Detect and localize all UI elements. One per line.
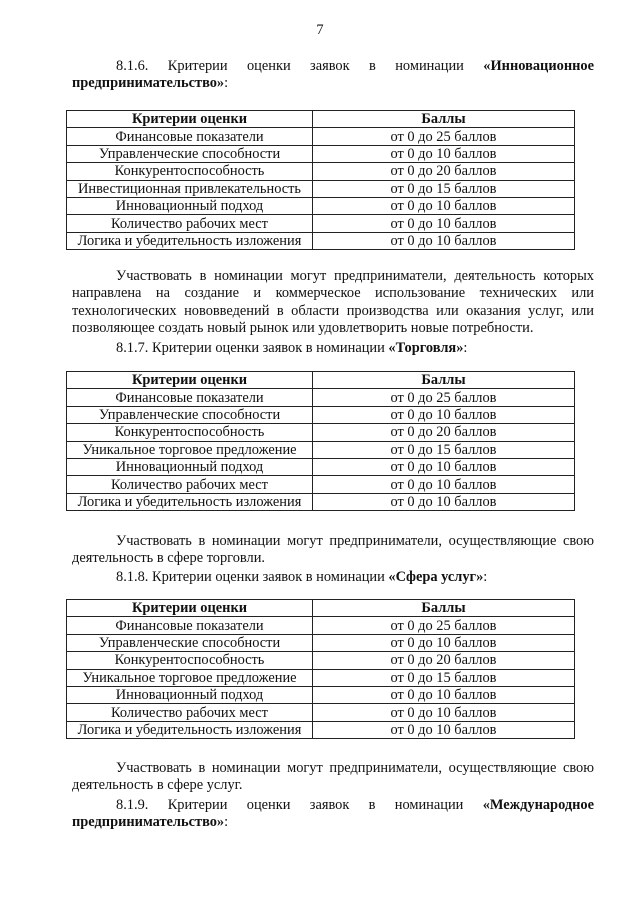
points-cell: от 0 до 25 баллов — [313, 389, 575, 406]
points-cell: от 0 до 10 баллов — [313, 215, 575, 232]
section-816-nomination: «Инновационное предпринимательство» — [72, 58, 594, 92]
criterion-cell: Инновационный подход — [67, 197, 313, 214]
section-818-lead: 8.1.8. Критерии оценки заявок в номинации — [116, 569, 389, 585]
criterion-cell: Финансовые показатели — [67, 128, 313, 145]
table-header-criteria: Критерии оценки — [67, 111, 313, 128]
table-row — [67, 493, 575, 510]
points-cell: от 0 до 20 баллов — [313, 424, 575, 441]
section-819-nomination: «Международное предпринимательство» — [72, 797, 594, 831]
section-819-heading — [72, 797, 594, 832]
paragraph-trade: Участвовать в номинации могут предприниматели, осуществляющие свою деятельность в сфере торговли. — [72, 533, 594, 567]
points-cell: от 0 до 10 баллов — [313, 476, 575, 493]
points-cell: от 0 до 10 баллов — [313, 458, 575, 475]
criterion-cell: Финансовые показатели — [67, 389, 313, 406]
criterion-cell: Количество рабочих мест — [67, 215, 313, 232]
points-cell: от 0 до 10 баллов — [313, 721, 575, 738]
table-header-row — [67, 372, 575, 389]
section-819-lead: 8.1.9. Критерии оценки заявок в номинации — [116, 797, 483, 813]
table-header-row — [67, 600, 575, 617]
table-body — [67, 389, 575, 511]
section-818-nomination: «Сфера услуг» — [388, 569, 484, 585]
criterion-cell: Конкурентоспособность — [67, 652, 313, 669]
criteria-table-innovation — [66, 110, 575, 250]
table-row — [67, 721, 575, 738]
points-cell: от 0 до 15 баллов — [313, 180, 575, 197]
points-cell: от 0 до 10 баллов — [313, 634, 575, 651]
table-header-points: Баллы — [313, 600, 575, 617]
table-header-points: Баллы — [313, 111, 575, 128]
section-816-tail: : — [224, 75, 229, 92]
table-body — [67, 128, 575, 250]
table-row — [67, 145, 575, 162]
points-cell: от 0 до 10 баллов — [313, 406, 575, 423]
table-row — [67, 704, 575, 721]
table-row — [67, 617, 575, 634]
criterion-cell: Конкурентоспособность — [67, 424, 313, 441]
section-816-lead: 8.1.6. Критерии оценки заявок в номинации — [116, 58, 484, 74]
criterion-cell: Логика и убедительность изложения — [67, 493, 313, 510]
points-cell: от 0 до 10 баллов — [313, 197, 575, 214]
points-cell: от 0 до 10 баллов — [313, 232, 575, 249]
table-row — [67, 128, 575, 145]
table-body — [67, 617, 575, 739]
table-row — [67, 180, 575, 197]
criteria-table-trade — [66, 371, 575, 511]
points-cell: от 0 до 20 баллов — [313, 163, 575, 180]
section-817-tail: : — [463, 340, 468, 356]
table-row — [67, 669, 575, 686]
points-cell: от 0 до 15 баллов — [313, 441, 575, 458]
table-row — [67, 197, 575, 214]
section-817-lead: 8.1.7. Критерии оценки заявок в номинации — [116, 340, 389, 356]
criterion-cell: Инвестиционная привлекательность — [67, 180, 313, 197]
criterion-cell: Инновационный подход — [67, 458, 313, 475]
points-cell: от 0 до 10 баллов — [313, 493, 575, 510]
table-header-points: Баллы — [313, 372, 575, 389]
section-816-heading — [72, 58, 594, 93]
points-cell: от 0 до 25 баллов — [313, 128, 575, 145]
table-row — [67, 476, 575, 493]
table-header-criteria: Критерии оценки — [67, 372, 313, 389]
section-818-tail: : — [483, 569, 488, 585]
table-row — [67, 424, 575, 441]
section-819-tail: : — [224, 814, 229, 831]
table-row — [67, 389, 575, 406]
table-row — [67, 163, 575, 180]
points-cell: от 0 до 10 баллов — [313, 704, 575, 721]
criterion-cell: Инновационный подход — [67, 686, 313, 703]
section-818-heading — [72, 569, 594, 586]
criterion-cell: Конкурентоспособность — [67, 163, 313, 180]
points-cell: от 0 до 25 баллов — [313, 617, 575, 634]
criterion-cell: Уникальное торговое предложение — [67, 669, 313, 686]
table-row — [67, 634, 575, 651]
criterion-cell: Логика и убедительность изложения — [67, 232, 313, 249]
table-row — [67, 458, 575, 475]
table-header-criteria: Критерии оценки — [67, 600, 313, 617]
table-row — [67, 406, 575, 423]
paragraph-services: Участвовать в номинации могут предприниматели, осуществляющие свою деятельность в сфере услуг. — [72, 760, 594, 794]
table-row — [67, 232, 575, 249]
criterion-cell: Логика и убедительность изложения — [67, 721, 313, 738]
paragraph-innovation: Участвовать в номинации могут предприниматели, деятельность которых направлена на создание и коммерческое использование технических или технологических нововведений в области производства или оказания услуг, или позволяющее создать новый рынок или удовлетворить новые потребности. — [72, 268, 594, 336]
criterion-cell: Уникальное торговое предложение — [67, 441, 313, 458]
points-cell: от 0 до 10 баллов — [313, 145, 575, 162]
table-header-row — [67, 111, 575, 128]
criterion-cell: Финансовые показатели — [67, 617, 313, 634]
table-row — [67, 686, 575, 703]
criterion-cell: Управленческие способности — [67, 634, 313, 651]
table-row — [67, 215, 575, 232]
section-817-nomination: «Торговля» — [388, 340, 464, 356]
criterion-cell: Управленческие способности — [67, 145, 313, 162]
table-row — [67, 441, 575, 458]
page-number: 7 — [316, 22, 324, 38]
points-cell: от 0 до 20 баллов — [313, 652, 575, 669]
criteria-table-services — [66, 599, 575, 739]
table-row — [67, 652, 575, 669]
criterion-cell: Управленческие способности — [67, 406, 313, 423]
points-cell: от 0 до 15 баллов — [313, 669, 575, 686]
criterion-cell: Количество рабочих мест — [67, 704, 313, 721]
points-cell: от 0 до 10 баллов — [313, 686, 575, 703]
section-817-heading — [72, 340, 594, 357]
criterion-cell: Количество рабочих мест — [67, 476, 313, 493]
